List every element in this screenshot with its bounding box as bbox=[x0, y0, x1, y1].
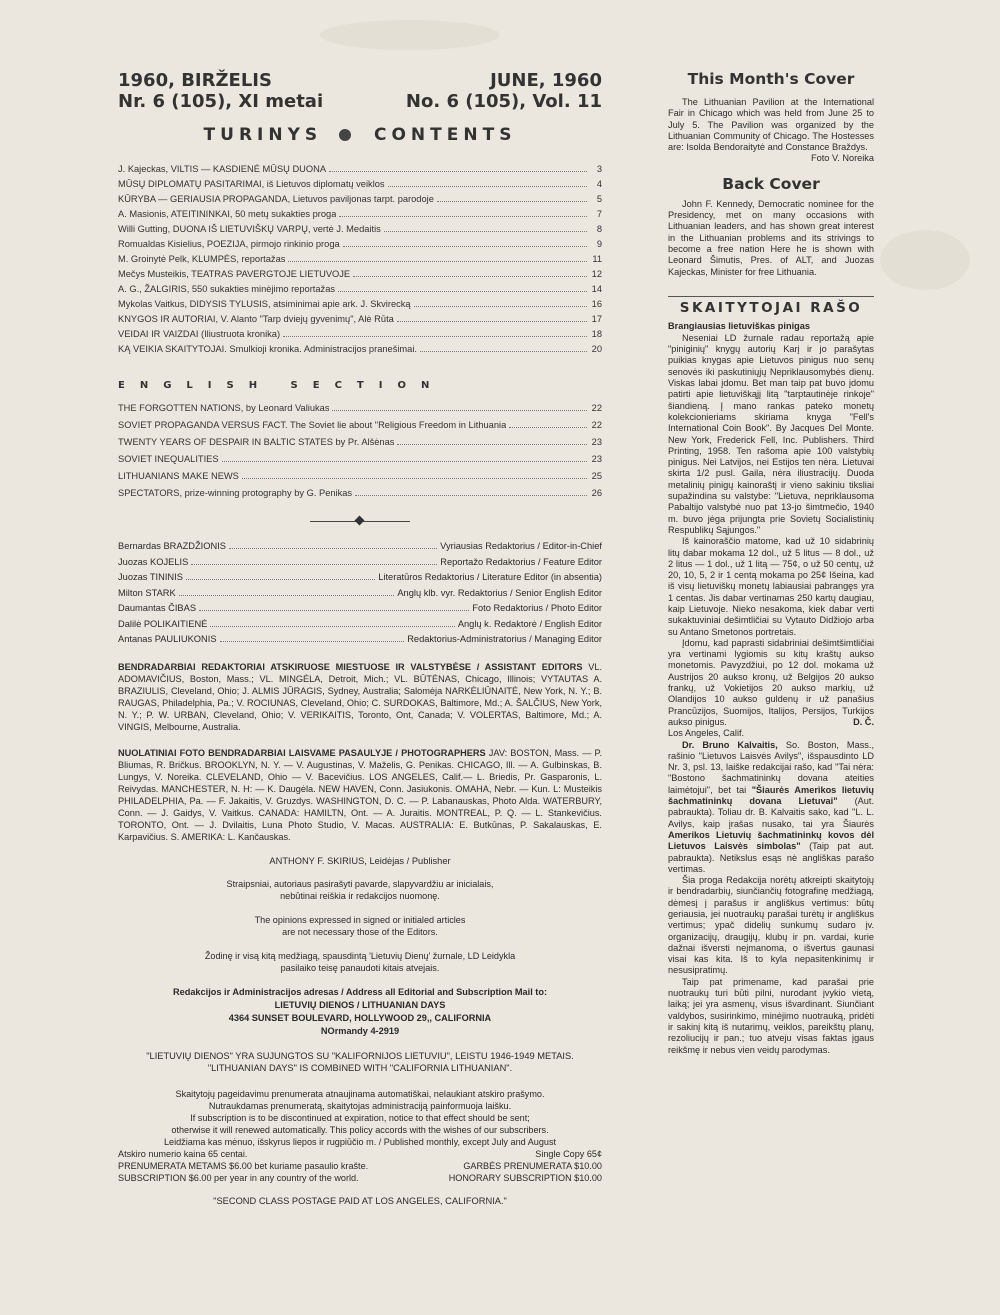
staff-role: Literatūros Redaktorius / Literature Editor (in absentia) bbox=[378, 572, 602, 582]
contents-title-en: CONTENTS bbox=[374, 125, 517, 145]
rights-note bbox=[118, 950, 602, 974]
toc-item bbox=[118, 251, 602, 266]
publisher-line: ANTHONY F. SKIRIUS, Leidėjas / Publisher bbox=[269, 855, 451, 866]
letter-paragraph: Iš kainoraščio matome, kad už 10 sidabrinių litų dabar mokama 12 dol., už 5 litus — 8 dol., už 2 litus — 1 dol., už 1 litą — 75¢, o už 50 centų, už 20, 10, 5, 2 ir 1 centą mokama po 25¢ Išeina, kad iš visų lietuviškų monetų labiausiai pabrangęs yra 1 centas. Jis dabar vertinamas 250 kartų daugiau, kaip Lietuvoje. Nieko nesakoma, kiek dabar verti sukaktuviniai dešimtličiai su Vytauto Didžiojo arba su Antano Smetonos portretais. bbox=[668, 536, 874, 637]
address-line: NOrmandy 4-2919 bbox=[320, 1025, 400, 1036]
staff-row bbox=[118, 600, 602, 616]
contents-heading bbox=[118, 125, 602, 145]
toc-item-title: A. Masionis, ATEITININKAI, 50 metų sukakties proga bbox=[118, 209, 337, 219]
toc-item bbox=[118, 161, 602, 176]
toc-item-title: LITHUANIANS MAKE NEWS bbox=[118, 471, 239, 481]
left-column bbox=[118, 70, 602, 1206]
toc-item-page: 22 bbox=[591, 403, 602, 413]
editorial-staff bbox=[118, 538, 602, 647]
leader-dots bbox=[397, 311, 587, 322]
leader-dots bbox=[329, 161, 587, 172]
leader-dots bbox=[186, 569, 375, 580]
single-copy-lt: Atskiro numerio kaina 65 centai. bbox=[118, 1148, 248, 1159]
toc-item bbox=[118, 434, 602, 451]
staff-role: Redaktorius-Administratorius / Managing Editor bbox=[407, 634, 602, 644]
toc-item bbox=[118, 451, 602, 468]
toc-item-title: MŪSŲ DIPLOMATŲ PASITARIMAI, iš Lietuvos diplomatų veiklos bbox=[118, 179, 385, 189]
toc-item bbox=[118, 485, 602, 502]
staff-name: Bernardas BRAZDŽIONIS bbox=[118, 541, 226, 551]
toc-item-title: Willi Gutting, DUONA IŠ LIETUVIŠKŲ VARPŲ, vertė J. Medaitis bbox=[118, 224, 381, 234]
leader-dots bbox=[210, 616, 454, 627]
toc-item-page: 12 bbox=[591, 269, 602, 279]
toc-item bbox=[118, 341, 602, 356]
letter-paragraph bbox=[668, 740, 874, 876]
staff-name: Juozas TININIS bbox=[118, 572, 183, 582]
address-line: Redakcijos ir Administracijos adresas / Address all Editorial and Subscription Mail to: bbox=[172, 986, 548, 997]
masthead-en-date: JUNE, 1960 bbox=[490, 70, 602, 91]
staff-row bbox=[118, 554, 602, 570]
toc-item-title: Mykolas Vaitkus, DIDYSIS TYLUSIS, atsiminimai apie ark. J. Skvirecką bbox=[118, 299, 411, 309]
leader-dots bbox=[191, 554, 437, 565]
merger-note bbox=[118, 1050, 602, 1074]
assistant-editors-heading: BENDRADARBIAI REDAKTORIAI ATSKIRUOSE MIESTUOSE IR VALSTYBĖSE / ASSISTANT EDITORS bbox=[118, 661, 583, 672]
toc-item bbox=[118, 326, 602, 341]
opinion-note-lt bbox=[118, 878, 602, 902]
note-line: nebūtinai reiškia ir redakcijos nuomonę. bbox=[280, 890, 440, 901]
toc-item-page: 23 bbox=[591, 437, 602, 447]
staff-row bbox=[118, 616, 602, 632]
toc-item-title: KŪRYBA — GERIAUSIA PROPAGANDA, Lietuvos paviljonas tarpt. parodoje bbox=[118, 194, 434, 204]
readers-letters bbox=[668, 333, 874, 1056]
note-line: are not necessary those of the Editors. bbox=[282, 926, 438, 937]
masthead-lt-date: 1960, BIRŽELIS bbox=[118, 70, 272, 91]
cover-text: The Lithuanian Pavilion at the International Fair in Chicago which was held from June 25 to July 5. The Pavilion was organized by the Lithuanian Community of Chicago. The Hostesses are: Isolda Bendoraitytė and Constance Braždys. bbox=[668, 97, 874, 153]
honorary-price-en: HONORARY SUBSCRIPTION $10.00 bbox=[448, 1172, 602, 1183]
toc-item-title: VEIDAI IR VAIZDAI (Iliustruota kronika) bbox=[118, 329, 281, 339]
photographers-text: JAV: BOSTON, Mass. — P. Bliumas, R. Bričkus. BROOKLYN, N. Y. — V. Augustinas, V. Maželis, G. Penikas. CHICAGO, Ill. — A. Gulbinskas, B. Lungys, V. Noreika. CLEVELAND, Ohio — V. Bacevičius. LOS ANGELES, Calif.— L. Briedis, Pr. Gasparonis, L. Reivydas. MANCHESTER, N. H: — K. Daugėla. NEW HAVEN, Conn. Jasiukonis. OMAHA, Nebr. — Kun. L: Musteikis PHILADELPHIA, Pa. — F. Jakaitis, V. Gruzdys. WASHINGTON, D. C. — P. Labanauskas, Photo Alda. WATERBURY, Conn. — J. Gaidys, V. Vaitkus. CANADA: HAMILTN, Ont. — A. Juraitis. MONTREAL, P. Q. — L. Stankevičius. TORONTO, Ont. — J. Dvilaitis, Luna Photo Studio, V. Macas. AUSTRALIA: E. Butkūnas, P. Sakalauskas, E. Karpavičius. S. AMERIKA: L. Kančauskas. bbox=[118, 747, 602, 842]
subscription-price-row bbox=[118, 1160, 602, 1172]
note-line: Žodinę ir visą kitą medžiagą, spausdintą 'Lietuvių Dienų' žurnale, LD Leidykla bbox=[204, 950, 516, 961]
toc-item-page: 18 bbox=[591, 329, 602, 339]
letter-place: Los Angeles, Calif. bbox=[668, 728, 745, 739]
leader-dots bbox=[397, 434, 587, 445]
subscription-line: Leidžiama kas mėnuo, išskyrus liepos ir rugpiūčio m. / Published monthly, except July and August bbox=[163, 1136, 557, 1147]
toc-item-page: 8 bbox=[596, 224, 602, 234]
leader-dots bbox=[343, 236, 587, 247]
leader-dots bbox=[420, 341, 587, 352]
annual-price-lt: PRENUMERATA METAMS $6.00 bet kuriame pasaulio krašte. bbox=[118, 1160, 369, 1171]
contents-title-lt: TURINYS bbox=[203, 125, 323, 145]
subscription-line: If subscription is to be discontinued at expiration, notice to that effect should be sent; bbox=[190, 1112, 530, 1123]
toc-item-title: J. Kajeckas, VILTIS — KASDIENĖ MŪSŲ DUONA bbox=[118, 164, 327, 174]
toc-item-page: 9 bbox=[596, 239, 602, 249]
toc-item-page: 16 bbox=[591, 299, 602, 309]
merger-line: "LITHUANIAN DAYS" IS COMBINED WITH "CALIFORNIA LITHUANIAN". bbox=[207, 1062, 513, 1073]
letter-text: Įdomu, kad paprasti sidabriniai dešimtšimtličiai yra vertinami lygiomis su kitų kraštų aukso monetomis. Pavyzdžiui, po 12 dol. mokama už Austrijos 20 aukso kronų, už Belgijos 20 aukso frankų, už Vokietijos 20 aukso markių, už Olandijos 10 aukso guldenų ir už panašius Prancūzijos, Suomijos, Italijos, Persijos, Turkijos aukso pinigus. bbox=[668, 637, 874, 727]
merger-line: "LIETUVIŲ DIENOS" YRA SUJUNGTOS SU "KALIFORNIJOS LIETUVIU", LEISTU 1946-1949 METAIS. bbox=[146, 1050, 574, 1061]
letter-paragraph: Neseniai LD žurnale radau reportažą apie "piniginių" knygų autorių Karį ir jo parašytas puikias knygas apie Lietuvos pinigus nuo senų senovės iki paskutiniųjų Nepriklausomybės dienų. Viskas labai įdomu. Bet man taip pat buvo įdomu patirti apie lietuviškąjį litą "tarptautinėje rinkoje" šiandieną. Į mano rankas pateko monetų kolekcionieriams skiriama knyga "Fell's International Coin Book". By Jacques Del Monte. New York, Frederick Fell, Inc. Publishers. Third Printing, 1958. Ten rašoma apie 100 valstybių pinigus. Nei Latvijos, nei Estijos ten nėra. Lietuvai skirta 1/2 pusl. Gaila, nėra iliustracijų. Duoda metalinių pinigų kainoraštį ir vieno sakiniu tiksliai supažindina su valstybe: "Lietuva, nepriklausoma Pabaltijo valstybė nuo pat 13-jo šimtmečio, 1940 m. buvo jėga prijungta prie Sovietų Socialistinių Respublikų Sąjungos." bbox=[668, 332, 874, 535]
letter-paragraph: Taip pat primename, kad parašai prie nuotraukų turi būti pilni, nurodant įvykio vietą, laiką; jei yra asmenų, visus išvardinant. Siunčiant valdybos, susirinkimo, minėjimo nuotrauką, pridėti ir sakinį kitą iš nutarimų, veiklos, pareikštų planų, rezoliucijų ir pan.; tuo atveju visas faktas įgaus reikšmę ir nebus vien veidų parodymas. bbox=[668, 976, 874, 1055]
table-of-contents bbox=[118, 161, 602, 356]
toc-item bbox=[118, 236, 602, 251]
address-line: 4364 SUNSET BOULEVARD, HOLLYWOOD 29,, CALIFORNIA bbox=[228, 1012, 492, 1023]
toc-item-page: 20 bbox=[591, 344, 602, 354]
leader-dots bbox=[388, 176, 587, 187]
readers-letter-subtitle: Brangiausias lietuviškas pinigas bbox=[668, 320, 810, 331]
leader-dots bbox=[222, 451, 587, 462]
letter-text: (Taip pat aut. pabraukta). Netikslus esąs nė angliškas parašo vertimas. bbox=[668, 841, 874, 874]
masthead-lithuanian bbox=[118, 70, 323, 112]
toc-item bbox=[118, 311, 602, 326]
toc-item bbox=[118, 191, 602, 206]
readers-write-heading: SKAITYTOJAI RAŠO bbox=[668, 296, 874, 316]
toc-item-page: 22 bbox=[591, 420, 602, 430]
note-line: The opinions expressed in signed or initialed articles bbox=[254, 914, 466, 925]
letter-text: (Aut. pabraukta). Toliau dr. B. Kalvaitis sako, kad "L. L. Avilys, kaip įrašas nusako, tai yra Šiaurės bbox=[668, 796, 874, 829]
toc-item bbox=[118, 206, 602, 221]
assistant-editors-text: VL. ADOMAVIČIUS, Boston, Mass.; VL. MINGĖLA, Detroit, Mich.; VL. BŪTĖNAS, Chicago, Illinois; VYTAUTAS A. BRAZIULIS, Cleveland, Ohio; J. ALMIS JŪRAGIS, Sydney, Australia; Salomėja NARKĖLIŪNAITĖ, New York, N. Y.; B. RAUGAS, Philadelphia, Pa.; V. ROCIUNAS, Cleveland, Ohio; C. SURDOKAS, Baltimore, Md.; A. ŠALČIUS, New York, N. Y.; P. W. URBAN, Cleveland, Ohio; V. VERIKAITIS, Toronto, Ont, Canada; V. VOLERTAS, Baltimore, Md.; A. VINGIS, Melbourne, Australia. bbox=[118, 661, 602, 732]
staff-name: Juozas KOJELIS bbox=[118, 556, 189, 567]
leader-dots bbox=[338, 281, 587, 292]
right-column bbox=[668, 70, 874, 1056]
toc-item-page: 25 bbox=[591, 471, 602, 481]
leader-dots bbox=[414, 296, 587, 307]
toc-item-page: 26 bbox=[591, 488, 602, 498]
toc-item bbox=[118, 417, 602, 434]
leader-dots bbox=[509, 417, 587, 428]
toc-item-title: TWENTY YEARS OF DESPAIR IN BALTIC STATES by Pr. Alšėnas bbox=[118, 437, 395, 447]
toc-item-page: 23 bbox=[591, 454, 602, 464]
leader-dots bbox=[283, 326, 587, 337]
subscription-price-row bbox=[118, 1172, 602, 1184]
staff-row bbox=[118, 538, 602, 554]
toc-item-title: KĄ VEIKIA SKAITYTOJAI. Smulkioji kronika. Administracijos pranešimai. bbox=[118, 344, 417, 354]
leader-dots bbox=[242, 468, 587, 479]
masthead-english bbox=[406, 70, 602, 112]
subscription-price-row bbox=[118, 1148, 602, 1160]
letter-text: So. Boston, Mass., rašinio "Lietuvos Laisvės Avilys", išspausdinto LD Nr. 3, psl. 13, laiške redakcijai rašo, kad "Tai nėra: "Bostono šachmatininkų dovana ateities laimėtojui", bet tai bbox=[668, 739, 874, 795]
toc-item-title: SOVIET INEQUALITIES bbox=[118, 454, 219, 464]
leader-dots bbox=[353, 266, 587, 277]
staff-row bbox=[118, 631, 602, 647]
letter-emphasis: "Šiaurės Amerikos lietuvių šachmatininkų dovana Lietuvai" bbox=[668, 784, 874, 807]
toc-item-page: 7 bbox=[596, 209, 602, 219]
toc-item-title: KNYGOS IR AUTORIAI, V. Alanto "Tarp dviejų gyvenimų", Alė Rūta bbox=[118, 314, 394, 324]
staff-role: Foto Redaktorius / Photo Editor bbox=[472, 603, 602, 613]
assistant-editors-block bbox=[118, 661, 602, 733]
leader-dots bbox=[220, 631, 405, 642]
leader-dots bbox=[332, 400, 587, 411]
photographers-heading: NUOLATINIAI FOTO BENDRADARBIAI LAISVAME PASAULYJE / PHOTOGRAPHERS bbox=[118, 747, 486, 758]
subscription-info bbox=[118, 1088, 602, 1184]
letter-paragraph: Šia proga Redakcija norėtų atkreipti skaitytojų ir bendradarbių, siunčiančių fotografinę medžiagą, dėmesį į parašus ir angliškus vertimus: būtų geriausia, jei nuotraukų parašai turėtų ir angliškus vertimus; ypač didelių sunkumų sudaro įv. organizacijų, draugijų, klubų ir pn. vardai, kurie dažnai išversti neįmanoma, o išvertus gaunasi visai kas kita. Iš to kyla nepasitenkinimų ir nesusipratimų. bbox=[668, 875, 874, 976]
leader-dots bbox=[437, 191, 587, 202]
cover-description bbox=[668, 97, 874, 165]
toc-item-title: Mečys Musteikis, TEATRAS PAVERGTOJE LIETUVOJE bbox=[118, 269, 351, 279]
staff-role: Anglų klb. vyr. Redaktorius / Senior English Editor bbox=[397, 587, 602, 598]
paper-stain bbox=[320, 20, 500, 50]
staff-role: Reportažo Redaktorius / Feature Editor bbox=[440, 556, 602, 567]
toc-item bbox=[118, 468, 602, 485]
toc-item-page: 17 bbox=[591, 314, 602, 324]
cover-heading: This Month's Cover bbox=[687, 70, 855, 88]
leader-dots bbox=[339, 206, 587, 217]
note-line: pasilaiko teisę panaudoti kitais atvejais. bbox=[280, 962, 440, 973]
staff-name: Daumantas ČIBAS bbox=[118, 603, 197, 613]
back-cover-description bbox=[668, 199, 874, 278]
leader-dots bbox=[288, 251, 587, 262]
staff-name: Dalilė POLIKAITIENĖ bbox=[118, 618, 208, 629]
english-section-list bbox=[118, 400, 602, 502]
toc-item-page: 11 bbox=[592, 254, 602, 264]
staff-role: Vyriausias Redaktorius / Editor-in-Chief bbox=[440, 541, 602, 551]
toc-item-page: 14 bbox=[591, 284, 602, 294]
subscription-line: otherwise it will renewed automatically. This policy accords with the wishes of our subscribers. bbox=[171, 1124, 549, 1135]
toc-item-title: Romualdas Kisielius, POEZIJA, pirmojo rinkinio proga bbox=[118, 239, 340, 249]
toc-item-title: THE FORGOTTEN NATIONS, by Leonard Valiukas bbox=[118, 403, 330, 413]
letter-paragraph bbox=[668, 638, 874, 728]
toc-item bbox=[118, 221, 602, 236]
note-line: Straipsniai, autoriaus pasirašyti pavarde, slapyvardžiu ar inicialais, bbox=[226, 878, 494, 889]
section-divider bbox=[310, 514, 410, 530]
leader-dots bbox=[384, 221, 587, 232]
letter-signature: D. Č. bbox=[853, 716, 874, 727]
staff-row bbox=[118, 585, 602, 601]
leader-dots bbox=[229, 538, 437, 549]
leader-dots bbox=[355, 485, 587, 496]
subscription-line: Skaitytojų pageidavimu prenumerata atnaujinama automatiškai, nelaukiant atskiro prašymo. bbox=[175, 1088, 545, 1099]
toc-item bbox=[118, 400, 602, 417]
toc-item-title: SPECTATORS, prize-winning protography by G. Penikas bbox=[118, 488, 353, 498]
staff-row bbox=[118, 569, 602, 585]
staff-role: Anglų k. Redaktorė / English Editor bbox=[457, 618, 602, 629]
back-cover-text: John F. Kennedy, Democratic nominee for the Presidency, met on many occasions with Lithuanian leaders, and has shown great interest in the Lithuanian problems and its strivings to become a free nation Here he is shown with Leonard Šimutis, Pres. of ALT, and Juozas Kajeckas, Minister for free Lithuania. bbox=[668, 198, 874, 277]
paper-stain bbox=[880, 230, 970, 290]
leader-dots bbox=[199, 600, 469, 611]
subscription-line: Nutraukdamas prenumeratą, skaitytojas administraciją painformuoja laišku. bbox=[208, 1100, 512, 1111]
photo-credit: Foto V. Noreika bbox=[811, 153, 874, 164]
toc-item bbox=[118, 176, 602, 191]
letter-emphasis: Amerikos Lietuvių šachmatininkų kovos dėl Lietuvos Laisvės simbolas" bbox=[668, 829, 874, 852]
toc-item-page: 4 bbox=[596, 179, 602, 189]
toc-item-page: 3 bbox=[596, 164, 602, 174]
toc-item-title: M. Groinytė Pelk, KLUMPĖS, reportažas bbox=[118, 254, 286, 264]
masthead-en-issue: No. 6 (105), Vol. 11 bbox=[405, 91, 602, 112]
masthead-lt-issue: Nr. 6 (105), XI metai bbox=[118, 91, 324, 112]
honorary-price-lt: GARBĖS PRENUMERATA $10.00 bbox=[463, 1160, 602, 1171]
toc-item bbox=[118, 266, 602, 281]
letter-author: Dr. Bruno Kalvaitis, bbox=[682, 739, 778, 750]
toc-item bbox=[118, 296, 602, 311]
leader-dots bbox=[179, 585, 395, 596]
diamond-ornament-icon bbox=[355, 516, 365, 526]
toc-item bbox=[118, 281, 602, 296]
bullet-dot-icon bbox=[339, 129, 351, 141]
address-line: LIETUVIŲ DIENOS / LITHUANIAN DAYS bbox=[274, 999, 446, 1010]
mailing-address bbox=[118, 986, 602, 1038]
toc-item-page: 5 bbox=[596, 194, 602, 204]
staff-name: Antanas PAULIUKONIS bbox=[118, 634, 217, 644]
annual-price-en: SUBSCRIPTION $6.00 per year in any country of the world. bbox=[118, 1172, 359, 1183]
toc-item-title: A. G., ŽALGIRIS, 550 sukakties minėjimo reportažas bbox=[118, 284, 336, 294]
opinion-note-en bbox=[118, 914, 602, 938]
photographers-block bbox=[118, 747, 602, 843]
postage-note: "SECOND CLASS POSTAGE PAID AT LOS ANGELES, CALIFORNIA." bbox=[213, 1195, 507, 1206]
back-cover-heading: Back Cover bbox=[722, 174, 820, 193]
toc-item-title: SOVIET PROPAGANDA VERSUS FACT. The Soviet lie about "Religious Freedom in Lithuania bbox=[118, 420, 507, 430]
single-copy-en: Single Copy 65¢ bbox=[535, 1148, 602, 1159]
masthead bbox=[118, 70, 602, 112]
staff-name: Milton STARK bbox=[118, 587, 176, 598]
english-section-heading: ENGLISH SECTION bbox=[118, 380, 445, 391]
